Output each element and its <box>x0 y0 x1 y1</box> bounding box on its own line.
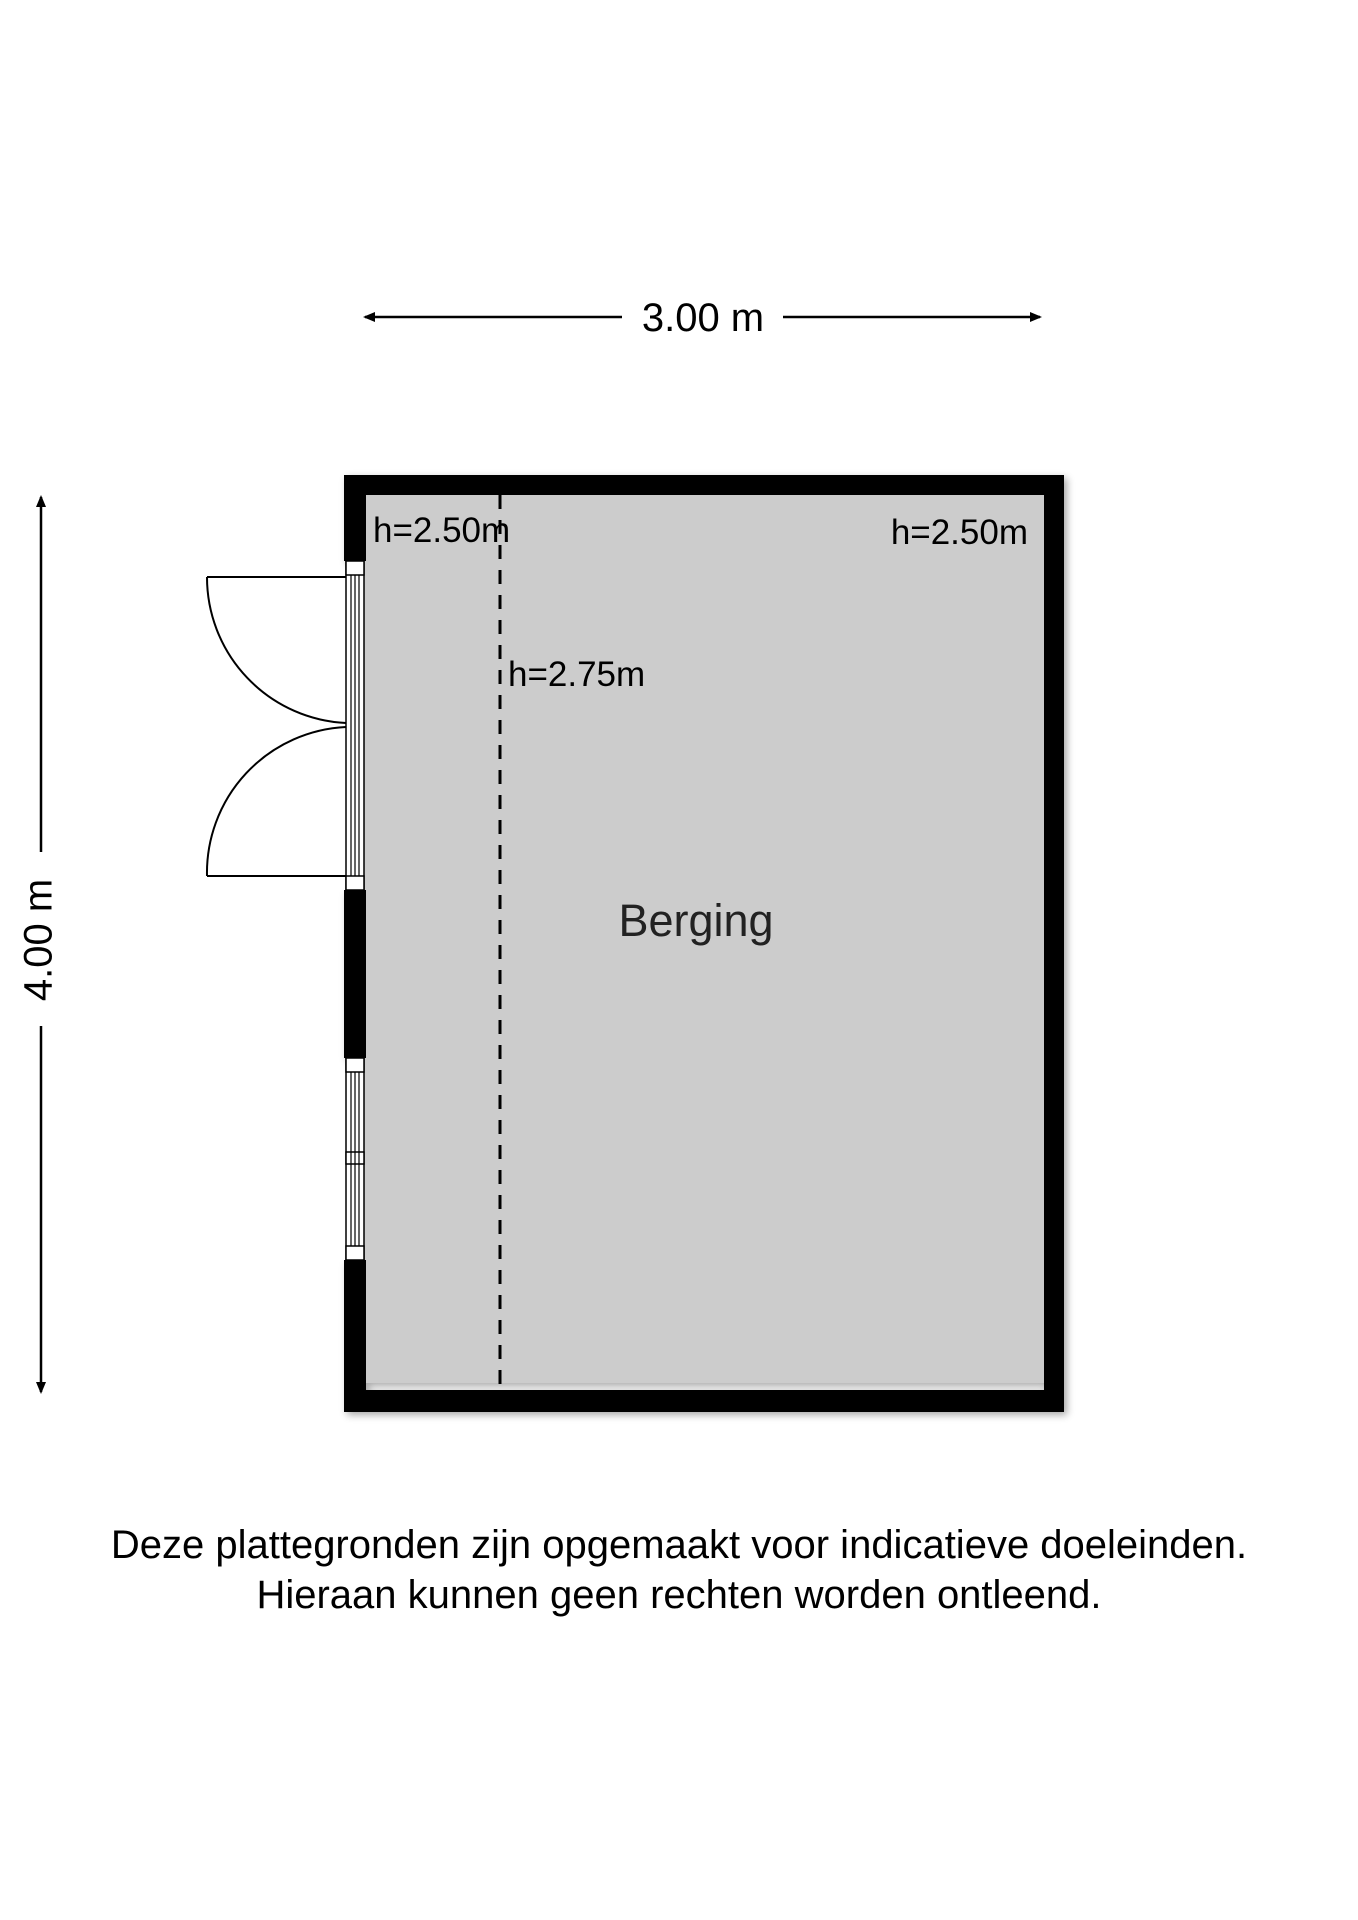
wall-left-bottom <box>344 1260 366 1412</box>
window-post-top <box>346 1058 364 1072</box>
door-swing-top <box>207 577 346 723</box>
wall-left-middle <box>344 890 366 1058</box>
window-left <box>346 1058 364 1260</box>
disclaimer-line-1: Deze plattegronden zijn opgemaakt voor indicatieve doeleinden. <box>110 1523 1248 1567</box>
height-label-left: h=2.50m <box>373 511 511 550</box>
wall-left-top <box>344 475 366 561</box>
height-label-right: h=2.50m <box>890 513 1028 552</box>
door-frame-bottom-post <box>346 876 364 890</box>
wall-top <box>344 475 1064 495</box>
room-name-label: Berging <box>618 895 774 946</box>
double-door <box>207 561 364 890</box>
depth-dimension-label: 4.00 m <box>16 878 61 1002</box>
disclaimer-line-2: Hieraan kunnen geen rechten worden ontleend. <box>256 1573 1102 1617</box>
door-frame-top-post <box>346 561 364 575</box>
depth-dimension <box>17 497 61 1392</box>
wall-right <box>1044 475 1064 1412</box>
width-dimension <box>365 296 1040 340</box>
door-swing-bottom <box>207 727 346 876</box>
wall-bottom <box>344 1390 1064 1412</box>
width-dimension-label: 3.00 m <box>641 296 765 340</box>
height-label-ridge: h=2.75m <box>508 655 646 694</box>
window-post-bottom <box>346 1246 364 1260</box>
